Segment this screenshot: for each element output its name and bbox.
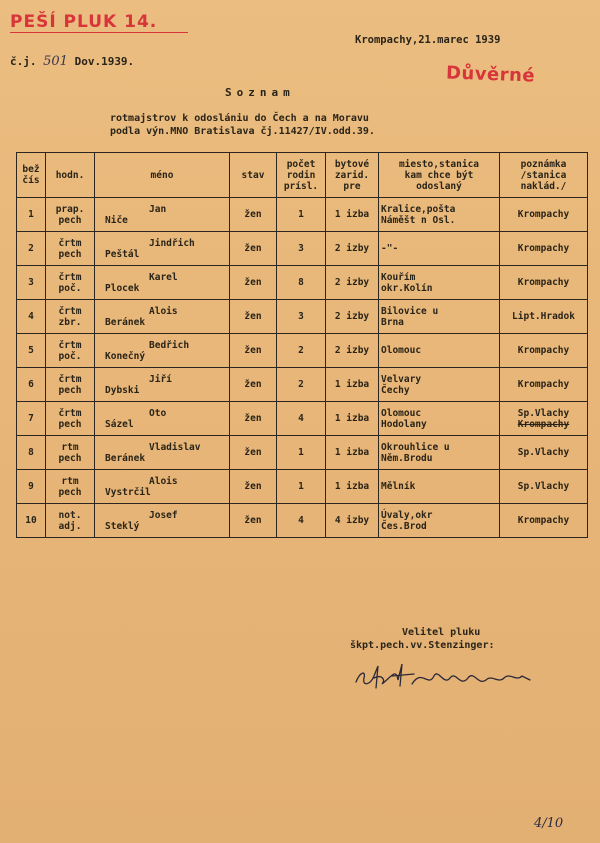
cell-family-count: 4 (277, 504, 326, 538)
ref-number-handwritten: 501 (43, 54, 68, 69)
signatory-name: škpt.pech.vv.Stenzinger: (350, 640, 495, 651)
cell-line: pech (58, 486, 82, 498)
cell-line: Olomouc (381, 407, 422, 419)
cell-number: 5 (17, 334, 46, 368)
cell-name (95, 198, 230, 232)
cell-destination (379, 334, 500, 368)
last-name: Plocek (105, 282, 140, 294)
cell-family-count: 1 (277, 436, 326, 470)
first-name: Alois (149, 475, 178, 487)
cell-line: črtm (58, 305, 82, 317)
cell-line: zbr. (58, 316, 82, 328)
cell-housing: 1 izba (326, 470, 379, 504)
cell-line: pech (58, 418, 82, 430)
document-title: Soznam (225, 86, 295, 99)
cell-line: Hodolany (381, 418, 427, 430)
cell-note (500, 300, 588, 334)
cell-line: Čes.Brod (381, 520, 427, 532)
unit-stamp: PEŠÍ PLUK 14. (10, 12, 158, 32)
unit-stamp-underline (10, 32, 188, 33)
cell-line: Krompachy (517, 209, 570, 220)
cell-name (95, 232, 230, 266)
cell-line: Něm.Brodu (381, 452, 433, 464)
header-cell-number: bež čís (17, 153, 46, 198)
last-name: Sázel (105, 418, 134, 430)
table-row (17, 198, 588, 232)
cell-line: Krompachy (517, 379, 570, 390)
cell-rank (46, 470, 95, 504)
cell-note (500, 334, 588, 368)
folio-number: 4/10 (534, 816, 564, 831)
roster-table (16, 152, 588, 538)
cell-number: 10 (17, 504, 46, 538)
cell-family-count: 1 (277, 470, 326, 504)
subtitle-line: rotmajstrov k odoslániu do Čech a na Moravu (110, 113, 369, 124)
first-name: Vladislav (149, 441, 201, 453)
cell-note (500, 470, 588, 504)
cell-note (500, 402, 588, 436)
cell-number: 2 (17, 232, 46, 266)
cell-housing: 1 izba (326, 436, 379, 470)
cell-note (500, 368, 588, 402)
cell-destination (379, 436, 500, 470)
cell-family-count: 8 (277, 266, 326, 300)
cell-status: žen (230, 232, 277, 266)
cell-destination (379, 266, 500, 300)
cell-line: pech (58, 384, 82, 396)
table-header-row (17, 153, 588, 198)
cell-rank (46, 402, 95, 436)
document-subtitle (110, 112, 375, 138)
header-cell-name: méno (95, 153, 230, 198)
last-name: Vystrčil (105, 486, 151, 498)
cell-rank (46, 300, 95, 334)
header-cell-rank: hodn. (46, 153, 95, 198)
last-name: Niče (105, 214, 128, 226)
cell-line: prap. (55, 203, 85, 215)
cell-line: adj. (58, 520, 82, 532)
cell-line: Sp.Vlachy (517, 447, 570, 458)
cell-number: 9 (17, 470, 46, 504)
cell-housing: 2 izby (326, 334, 379, 368)
cell-line: pech (58, 214, 82, 226)
first-name: Jan (149, 203, 167, 215)
first-name: Jindřich (149, 237, 195, 249)
cell-status: žen (230, 198, 277, 232)
cell-line: Olomouc (381, 345, 422, 356)
reference-number (10, 54, 134, 69)
cell-destination (379, 368, 500, 402)
cell-destination (379, 402, 500, 436)
last-name: Beránek (105, 316, 146, 328)
table-row (17, 232, 588, 266)
confidential-stamp: Důvěrné (445, 62, 536, 87)
last-name: Peštál (105, 248, 140, 260)
table-row (17, 504, 588, 538)
header-cell-family-count: počet rodin prísl. (277, 153, 326, 198)
subtitle-line: podla výn.MNO Bratislava čj.11427/IV.odd.39. (110, 126, 375, 137)
cell-housing: 2 izby (326, 232, 379, 266)
cell-note (500, 436, 588, 470)
cell-line: črtm (58, 407, 82, 419)
cell-line: črtm (58, 373, 82, 385)
cell-line: poč. (58, 282, 82, 294)
cell-housing: 1 izba (326, 368, 379, 402)
cell-line: pech (58, 452, 82, 464)
cell-number: 8 (17, 436, 46, 470)
table-row (17, 402, 588, 436)
cell-status: žen (230, 368, 277, 402)
cell-number: 4 (17, 300, 46, 334)
cell-line: -"- (381, 243, 399, 254)
cell-family-count: 3 (277, 300, 326, 334)
cell-line: Velvary (381, 373, 422, 385)
cell-rank (46, 504, 95, 538)
cell-line: Úvaly,okr (381, 509, 433, 521)
cell-line: Kralice,pošta (381, 203, 456, 215)
first-name: Karel (149, 271, 178, 283)
cell-line: Sp.Vlachy (517, 481, 570, 492)
cell-status: žen (230, 402, 277, 436)
cell-number: 1 (17, 198, 46, 232)
header-cell-note: poznámka /stanica naklád./ (500, 153, 588, 198)
first-name: Alois (149, 305, 178, 317)
cell-line: okr.Kolín (381, 282, 433, 294)
cell-note (500, 504, 588, 538)
signature-block (350, 626, 495, 652)
cell-rank (46, 334, 95, 368)
cell-line: Brna (381, 316, 404, 328)
cell-family-count: 2 (277, 368, 326, 402)
table-row (17, 368, 588, 402)
cell-rank (46, 368, 95, 402)
cell-number: 6 (17, 368, 46, 402)
cell-name (95, 368, 230, 402)
ref-suffix: Dov.1939. (74, 55, 135, 68)
first-name: Bedřich (149, 339, 190, 351)
last-name: Konečný (105, 350, 146, 362)
cell-name (95, 334, 230, 368)
handwritten-signature (352, 658, 542, 698)
cell-status: žen (230, 436, 277, 470)
cell-status: žen (230, 266, 277, 300)
cell-line: črtm (58, 339, 82, 351)
cell-name (95, 402, 230, 436)
cell-rank (46, 266, 95, 300)
table-row (17, 334, 588, 368)
cell-family-count: 4 (277, 402, 326, 436)
cell-line: rtm (61, 475, 79, 487)
signature-scribble (352, 658, 542, 694)
cell-housing: 1 izba (326, 402, 379, 436)
cell-line: not. (58, 509, 82, 521)
cell-line: Krompachy (517, 277, 570, 288)
table-row (17, 266, 588, 300)
cell-status: žen (230, 334, 277, 368)
cell-housing: 1 izba (326, 198, 379, 232)
cell-line: Okrouhlice u (381, 441, 450, 453)
cell-housing: 2 izby (326, 300, 379, 334)
cell-status: žen (230, 470, 277, 504)
cell-name (95, 300, 230, 334)
cell-family-count: 2 (277, 334, 326, 368)
place-and-date: Krompachy,21.marec 1939 (355, 34, 501, 46)
cell-destination (379, 470, 500, 504)
table-row (17, 300, 588, 334)
last-name: Steklý (105, 520, 140, 532)
cell-line: poč. (58, 350, 82, 362)
ref-prefix: č.j. (10, 55, 37, 68)
cell-line: rtm (61, 441, 79, 453)
cell-rank (46, 198, 95, 232)
last-name: Beránek (105, 452, 146, 464)
cell-line: Čechy (381, 384, 410, 396)
cell-destination (379, 504, 500, 538)
cell-family-count: 1 (277, 198, 326, 232)
cell-rank (46, 232, 95, 266)
cell-name (95, 504, 230, 538)
cell-status: žen (230, 300, 277, 334)
table-row (17, 470, 588, 504)
roster-body (17, 198, 588, 538)
cell-name (95, 436, 230, 470)
cell-family-count: 3 (277, 232, 326, 266)
cell-destination (379, 232, 500, 266)
cell-line: Náměšt n Osl. (381, 214, 456, 226)
cell-housing: 2 izby (326, 266, 379, 300)
signatory-title: Velitel pluku (402, 627, 481, 638)
last-name: Dybski (105, 384, 140, 396)
cell-line: Krompachy (517, 345, 570, 356)
cell-line: Kouřím (381, 271, 416, 283)
cell-line: Krompachy (517, 243, 570, 254)
cell-note (500, 198, 588, 232)
cell-line: Mělník (381, 481, 416, 492)
cell-number: 7 (17, 402, 46, 436)
cell-line: pech (58, 248, 82, 260)
cell-line: črtm (58, 271, 82, 283)
header-cell-destination: miesto,stanica kam chce být odoslaný (379, 153, 500, 198)
cell-number: 3 (17, 266, 46, 300)
cell-rank (46, 436, 95, 470)
table-row (17, 436, 588, 470)
header-cell-status: stav (230, 153, 277, 198)
cell-housing: 4 izby (326, 504, 379, 538)
cell-note (500, 266, 588, 300)
first-name: Oto (149, 407, 167, 419)
cell-line: Krompachy (517, 515, 570, 526)
first-name: Josef (149, 509, 178, 521)
cell-destination (379, 198, 500, 232)
cell-line: Krompachy (517, 418, 570, 430)
cell-name (95, 266, 230, 300)
cell-line: Bilovice u (381, 305, 439, 317)
cell-note (500, 232, 588, 266)
cell-name (95, 470, 230, 504)
cell-status: žen (230, 504, 277, 538)
cell-line: črtm (58, 237, 82, 249)
cell-destination (379, 300, 500, 334)
cell-line: Sp.Vlachy (517, 407, 570, 419)
cell-line: Lipt.Hradok (512, 311, 575, 322)
first-name: Jiří (149, 373, 172, 385)
header-cell-housing: bytové zarid. pre (326, 153, 379, 198)
